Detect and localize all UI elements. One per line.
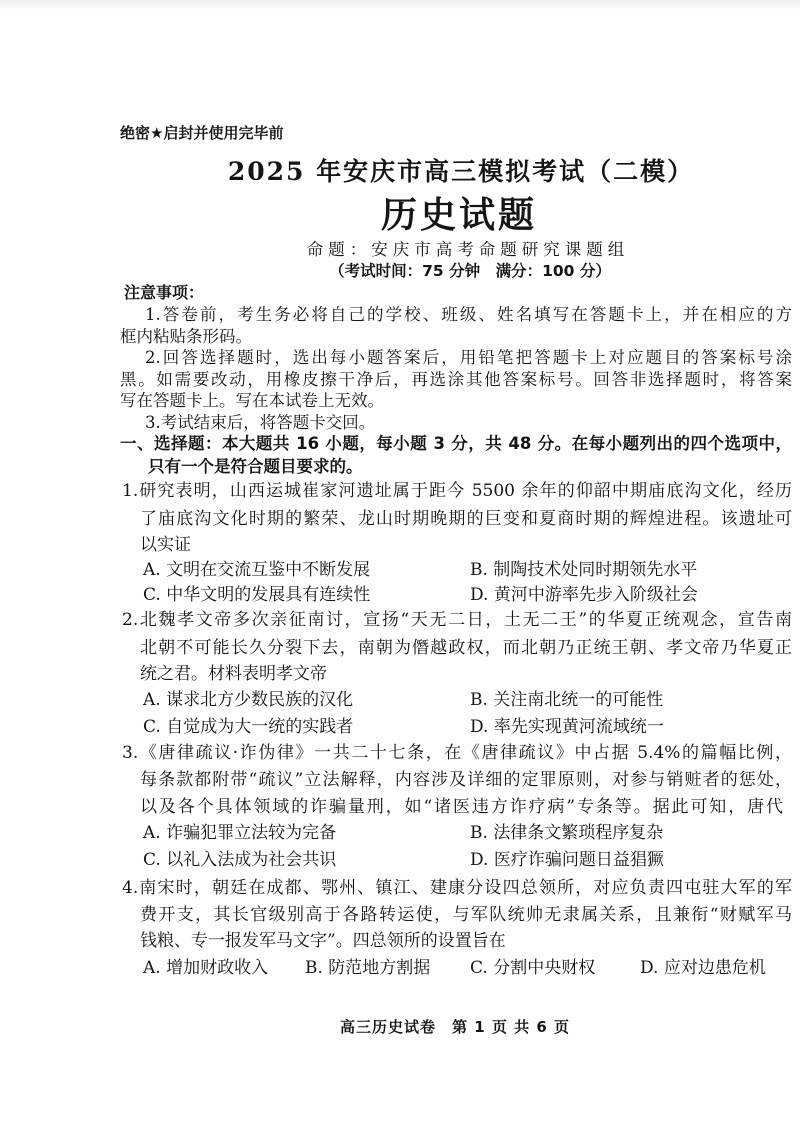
option-c: C. 自觉成为大一统的实践者 <box>143 717 354 737</box>
option-d: D. 医疗诈骗问题日益猖獗 <box>470 850 664 870</box>
section-heading-line: 一、选择题：本大题共 16 小题，每小题 3 分，共 48 分。在每小题列出的四个选项中， <box>120 434 792 453</box>
note-line: 黑。如需要改动，用橡皮擦干净后，再选涂其他答案标号。回答非选择题时，将答案 <box>120 370 792 389</box>
question-stem-line: 了庙底沟文化时期的繁荣、龙山时期晚期的巨变和夏商时期的辉煌进程。该遗址可 <box>140 509 792 529</box>
note-line: 2.回答选择题时，选出每小题答案后，用铅笔把答题卡上对应题目的答案标号涂 <box>145 348 792 367</box>
note-line: 框内粘贴条形码。 <box>120 327 252 346</box>
note-line: 1.答卷前，考生务必将自己的学校、班级、姓名填写在答题卡上，并在相应的方 <box>145 305 792 324</box>
note-line: 3.考试结束后，将答题卡交回。 <box>145 413 376 432</box>
notes-heading: 注意事项： <box>124 283 205 302</box>
question-stem-line: 北朝不可能长久分裂下去，南朝为僭越政权，而北朝乃正统王朝、孝文帝乃华夏正 <box>140 638 792 658</box>
option-a: A. 谋求北方少数民族的汉化 <box>143 690 354 710</box>
question-stem-line: 以及各个具体领域的诈骗量刑，如“诸医违方诈疗病”专条等。据此可知，唐代 <box>140 797 783 817</box>
option-c: C. 分割中央财权 <box>470 958 596 978</box>
section-heading-line: 只有一个是符合题目要求的。 <box>148 457 363 476</box>
scan-edge-shadow <box>0 0 800 10</box>
question-stem-line: 钱粮、专一报发军马文字”。四总领所的设置旨在 <box>140 931 506 951</box>
option-b: B. 制陶技术处同时期领先水平 <box>470 560 698 580</box>
option-b: B. 法律条文繁琐程序复杂 <box>470 823 664 843</box>
question-stem-line: 3.《唐律疏议·诈伪律》一共二十七条，在《唐律疏议》中占据 5.4%的篇幅比例， <box>122 743 792 763</box>
option-d: D. 应对边患危机 <box>640 958 766 978</box>
option-d: D. 率先实现黄河流域统一 <box>470 717 664 737</box>
exam-title: 2025 年安庆市高三模拟考试（二模） <box>227 157 695 186</box>
note-line: 写在答题卡上。写在本试卷上无效。 <box>120 391 384 410</box>
option-c: C. 以礼入法成为社会共识 <box>143 850 337 870</box>
question-stem-line: 4.南宋时，朝廷在成都、鄂州、镇江、建康分设四总领所，对应负责四屯驻大军的军 <box>122 878 792 898</box>
option-a: A. 增加财政收入 <box>143 958 269 978</box>
option-b: B. 关注南北统一的可能性 <box>470 690 664 710</box>
question-stem-line: 2.北魏孝文帝多次亲征南讨，宣扬“天无二日，土无二王”的华夏正统观念，宣告南 <box>122 610 792 630</box>
subject-title: 历史试题 <box>380 194 537 236</box>
option-d: D. 黄河中游率先步入阶级社会 <box>470 585 698 605</box>
option-a: A. 文明在交流互鉴中不断发展 <box>143 560 371 580</box>
option-a: A. 诈骗犯罪立法较为完备 <box>143 823 337 843</box>
question-stem-line: 费开支，其长官级别高于各路转运使，与军队统帅无隶属关系，且兼衔“财赋军马 <box>140 905 792 925</box>
question-stem-line: 每条款都附带“疏议”立法解释，内容涉及详细的定罪原则，对参与销赃者的惩处， <box>140 770 792 790</box>
question-stem-line: 统之君。材料表明孝文帝 <box>140 664 327 684</box>
question-stem-line: 以实证 <box>140 535 191 555</box>
time-score-line: （考试时间：75 分钟 满分：100 分） <box>329 262 611 280</box>
option-b: B. 防范地方割据 <box>305 958 431 978</box>
option-c: C. 中华文明的发展具有连续性 <box>143 585 371 605</box>
confidential-label: 绝密★启封并使用完毕前 <box>120 124 284 142</box>
page-footer: 高三历史试卷 第 1 页 共 6 页 <box>340 1018 570 1036</box>
question-stem-line: 1.研究表明，山西运城崔家河遗址属于距今 5500 余年的仰韶中期庙底沟文化，经历 <box>122 481 792 501</box>
author-line: 命题：安庆市高考命题研究课题组 <box>306 240 630 259</box>
